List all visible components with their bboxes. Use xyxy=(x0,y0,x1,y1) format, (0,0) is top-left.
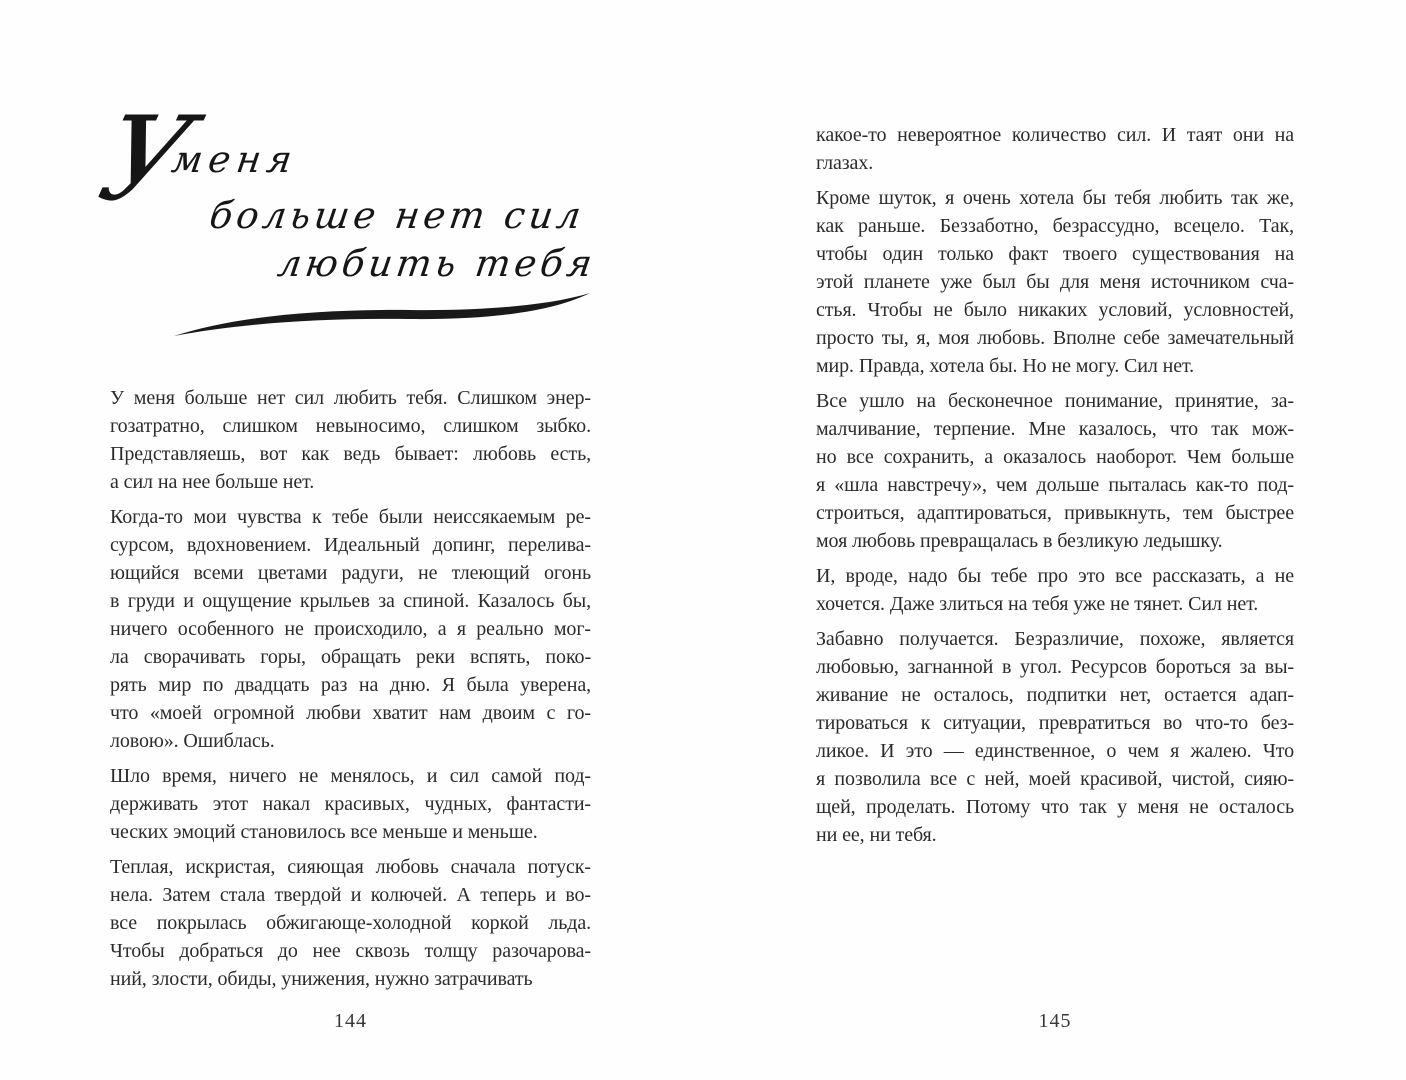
text-line: нела. Затем стала твердой и колючей. А теперь и во- xyxy=(110,884,591,906)
text-line: я «шла навстречу», чем дольше пыталась как-то под- xyxy=(816,474,1294,496)
paragraph xyxy=(110,503,591,755)
text-line: И, вроде, надо бы тебе про это все рассказать, а не xyxy=(816,565,1294,587)
text-line: ческих эмоций становилось все меньше и меньше. xyxy=(110,821,538,843)
text-line: строиться, адаптироваться, привыкнуть, тем быстрее xyxy=(816,502,1294,524)
paragraph xyxy=(816,184,1294,380)
text-line: стья. Чтобы не было никаких условий, условностей, xyxy=(816,299,1294,321)
text-line: ловою». Ошиблась. xyxy=(110,730,275,752)
text-line: этой планете уже был бы для меня источником сча- xyxy=(816,271,1294,293)
paragraph xyxy=(816,121,1294,177)
text-line: но все сохранить, а оказалось наоборот. Чем больше xyxy=(816,446,1294,468)
text-line: чтобы один только факт твоего существования на xyxy=(816,243,1294,265)
chapter-title xyxy=(87,92,648,353)
left-page-body xyxy=(110,384,591,1000)
page-number-right: 145 xyxy=(1038,1010,1072,1032)
text-line: Когда-то мои чувства к тебе были неиссякаемым ре- xyxy=(110,506,591,528)
paragraph xyxy=(110,853,591,993)
text-line: Кроме шуток, я очень хотела бы тебя любить так же, xyxy=(816,187,1294,209)
text-line: рять мир по двадцать раз на дню. Я была уверена, xyxy=(110,674,591,696)
paragraph xyxy=(816,387,1294,555)
text-line: я позволила все с ней, моей красивой, чистой, сияю- xyxy=(816,768,1294,790)
text-line: ничего особенного не происходило, а я реально мог- xyxy=(110,618,591,640)
chapter-title-line-2: больше нет сил xyxy=(206,194,588,237)
text-line: гозатратно, слишком невыносимо, слишком зыбко. xyxy=(110,415,591,437)
text-line: Все ушло на бесконечное понимание, принятие, за- xyxy=(816,390,1294,412)
text-line: а сил на нее больше нет. xyxy=(110,471,315,493)
chapter-title-initial: У xyxy=(87,92,205,227)
text-line: Шло время, ничего не менялось, и сил самой под- xyxy=(110,765,591,787)
text-line: тироваться к ситуации, превратиться во что-то без- xyxy=(816,712,1294,734)
text-line: сурсом, вдохновением. Идеальный допинг, перелива- xyxy=(110,534,591,556)
text-line: мир. Правда, хотела бы. Но не могу. Сил нет. xyxy=(816,355,1195,377)
text-line: какое-то невероятное количество сил. И таят они на xyxy=(816,124,1294,146)
text-line: моя любовь превращалась в безликую ледышку. xyxy=(816,530,1223,552)
text-line: Забавно получается. Безразличие, похоже, является xyxy=(816,628,1294,650)
chapter-title-line-3: любить тебя xyxy=(274,242,599,285)
flourish-underline-icon xyxy=(170,288,594,340)
paragraph xyxy=(816,562,1294,618)
text-line: просто ты, я, моя любовь. Вполне себе замечательный xyxy=(816,327,1294,349)
text-line: как раньше. Беззаботно, безрассудно, всецело. Так, xyxy=(816,215,1294,237)
text-line: ни ее, ни тебя. xyxy=(816,824,937,846)
chapter-title-line-1: меня xyxy=(168,138,301,181)
text-line: Представляешь, вот как ведь бывает: любовь есть, xyxy=(110,443,591,465)
text-line: ликое. И это — единственное, о чем я жалею. Что xyxy=(816,740,1294,762)
paragraph xyxy=(110,762,591,846)
text-line: ющийся всеми цветами радуги, не тлеющий огонь xyxy=(110,562,591,584)
text-line: Теплая, искристая, сияющая любовь сначала потуск- xyxy=(110,856,591,878)
text-line: щей, проделать. Потому что так у меня не осталось xyxy=(816,796,1294,818)
text-line: малчивание, терпение. Мне казалось, что так мож- xyxy=(816,418,1294,440)
text-line: ний, злости, обиды, унижения, нужно затрачивать xyxy=(110,968,533,990)
text-line: любовью, загнанной в угол. Ресурсов бороться за вы- xyxy=(816,656,1294,678)
text-line: что «моей огромной любви хватит нам двоим с го- xyxy=(110,702,591,724)
paragraph xyxy=(110,384,591,496)
paragraph xyxy=(816,625,1294,849)
text-line: все покрылась обжигающе-холодной коркой льда. xyxy=(110,912,591,934)
text-line: держивать этот накал красивых, чудных, фантасти- xyxy=(110,793,591,815)
text-line: Чтобы добраться до нее сквозь толщу разочарова- xyxy=(110,940,591,962)
text-line: У меня больше нет сил любить тебя. Слишком энер- xyxy=(110,387,591,409)
text-line: живание не осталось, подпитки нет, остается адап- xyxy=(816,684,1294,706)
text-line: ла сворачивать горы, обращать реки вспять, поко- xyxy=(110,646,591,668)
right-page-body xyxy=(816,121,1294,856)
text-line: в груди и ощущение крыльев за спиной. Казалось бы, xyxy=(110,590,591,612)
text-line: глазах. xyxy=(816,152,874,174)
page-number-left: 144 xyxy=(334,1010,367,1032)
text-line: хочется. Даже злиться на тебя уже не тянет. Сил нет. xyxy=(816,593,1259,615)
